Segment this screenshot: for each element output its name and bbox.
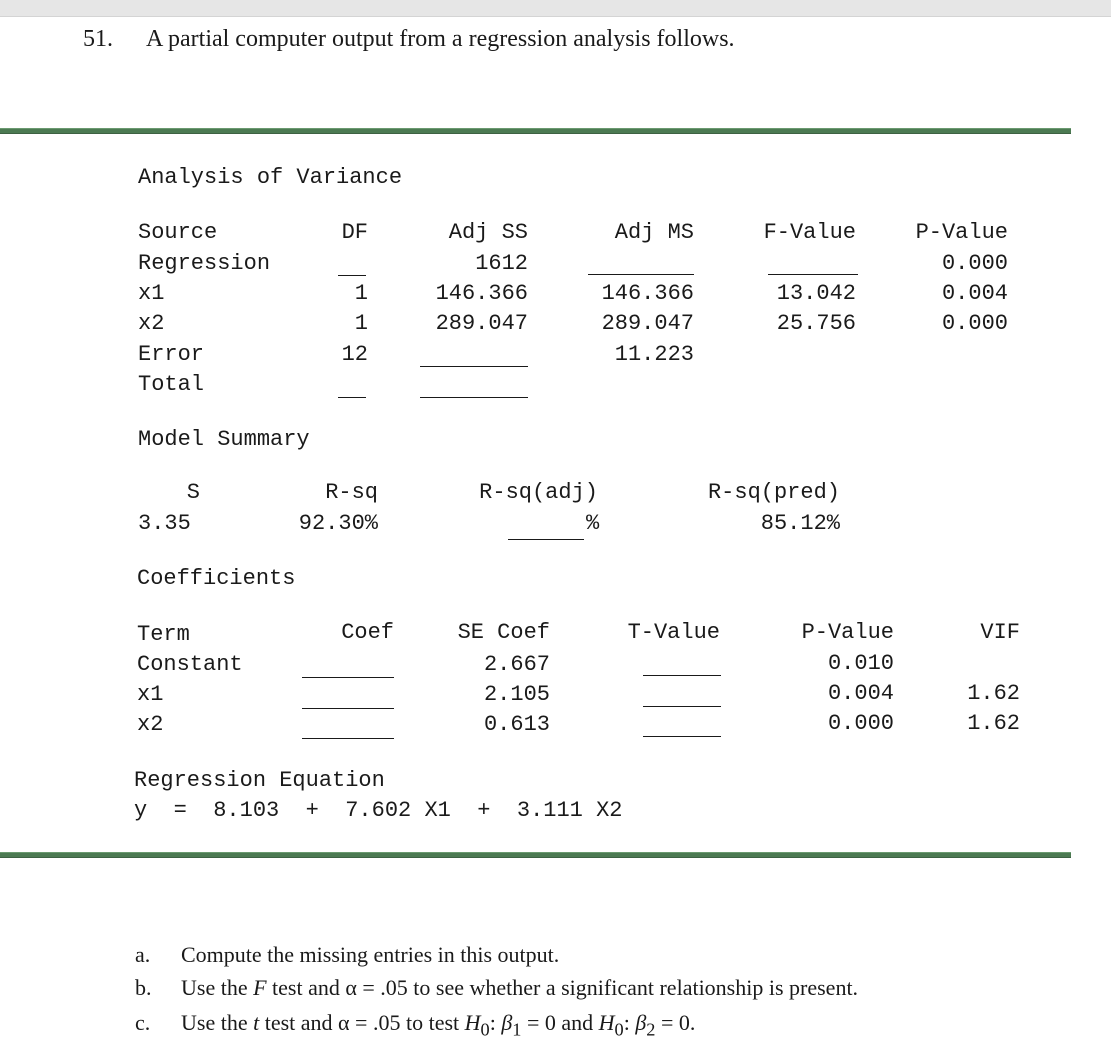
ms-value-rsq-pred: 85.12% bbox=[760, 511, 840, 536]
question-text: Use the t test and α = .05 to test $H_0$: $\beta_1 = 0$ and $H_0$: $\beta_2 = 0$. bbox=[181, 1010, 696, 1040]
blank-coef bbox=[302, 677, 394, 678]
anova-header-adj-ms: Adj MS bbox=[614, 220, 694, 245]
anova-source: x2 bbox=[138, 311, 165, 336]
equation-title: Regression Equation bbox=[134, 768, 385, 793]
question-label: c. bbox=[135, 1010, 151, 1035]
anova-source: Regression bbox=[138, 251, 271, 276]
coef-term: x1 bbox=[137, 682, 164, 707]
blank-df bbox=[338, 397, 366, 398]
coef-p-value: 0.010 bbox=[827, 651, 894, 676]
ms-header-s: S bbox=[186, 480, 200, 505]
model-summary-title: Model Summary bbox=[138, 427, 310, 452]
anova-f-value: 13.042 bbox=[776, 281, 856, 306]
coef-header-p-value: P-Value bbox=[801, 620, 894, 645]
anova-p-value: 0.000 bbox=[941, 251, 1008, 276]
question-text: Use the F test and α = .05 to see whether a significant relationship is present. bbox=[181, 975, 859, 1000]
coef-header-coef: Coef bbox=[341, 620, 394, 645]
ms-value-rsq-adj-suffix: % bbox=[586, 511, 600, 536]
coef-term: Constant bbox=[137, 652, 243, 677]
coef-se: 2.667 bbox=[483, 652, 550, 677]
blank-t-value bbox=[643, 736, 721, 737]
anova-source: Total bbox=[138, 372, 205, 397]
coef-se: 2.105 bbox=[483, 682, 550, 707]
question-text: Compute the missing entries in this output. bbox=[181, 942, 560, 967]
anova-adj-ss: 289.047 bbox=[435, 311, 528, 336]
anova-df: 12 bbox=[341, 342, 368, 367]
blank-adj-ss bbox=[420, 366, 528, 367]
blank-t-value bbox=[643, 706, 721, 707]
anova-adj-ms: 146.366 bbox=[601, 281, 694, 306]
problem-text: A partial computer output from a regression analysis follows. bbox=[146, 26, 735, 52]
coef-term: x2 bbox=[137, 712, 164, 737]
coef-header-term: Term bbox=[137, 622, 190, 647]
anova-source: x1 bbox=[138, 281, 165, 306]
anova-df: 1 bbox=[354, 311, 368, 336]
blank-coef bbox=[302, 738, 394, 739]
question-label: b. bbox=[135, 975, 152, 1000]
equation-text: y = 8.103 + 7.602 X1 + 3.111 X2 bbox=[134, 798, 623, 823]
bottom-divider bbox=[0, 852, 1071, 858]
coef-header-vif: VIF bbox=[980, 620, 1020, 645]
blank-f-value bbox=[768, 274, 858, 275]
anova-f-value: 25.756 bbox=[776, 311, 856, 336]
blank-coef bbox=[302, 708, 394, 709]
anova-p-value: 0.000 bbox=[941, 311, 1008, 336]
anova-header-df: DF bbox=[341, 220, 368, 245]
coef-vif: 1.62 bbox=[967, 681, 1020, 706]
problem-number: 51. bbox=[83, 26, 113, 52]
anova-header-f-value: F-Value bbox=[763, 220, 856, 245]
ms-value-s: 3.35 bbox=[138, 511, 191, 536]
blank-rsq-adj bbox=[508, 539, 584, 540]
coef-se: 0.613 bbox=[483, 712, 550, 737]
anova-header-p-value: P-Value bbox=[915, 220, 1008, 245]
anova-title: Analysis of Variance bbox=[138, 165, 403, 190]
ms-header-rsq: R-sq bbox=[325, 480, 378, 505]
top-bar bbox=[0, 0, 1111, 17]
coef-p-value: 0.004 bbox=[827, 681, 894, 706]
anova-p-value: 0.004 bbox=[941, 281, 1008, 306]
anova-adj-ms: 289.047 bbox=[601, 311, 694, 336]
anova-header-source: Source bbox=[138, 220, 218, 245]
anova-adj-ss: 1612 bbox=[475, 251, 528, 276]
blank-t-value bbox=[643, 675, 721, 676]
blank-adj-ms bbox=[588, 274, 694, 275]
ms-header-rsq-pred: R-sq(pred) bbox=[707, 480, 840, 505]
ms-header-rsq-adj: R-sq(adj) bbox=[479, 480, 598, 505]
blank-df bbox=[338, 275, 366, 276]
coef-vif: 1.62 bbox=[967, 711, 1020, 736]
coef-header-se-coef: SE Coef bbox=[457, 620, 550, 645]
anova-adj-ss: 146.366 bbox=[435, 281, 528, 306]
question-list bbox=[135, 942, 1075, 1042]
ms-value-rsq: 92.30% bbox=[298, 511, 378, 536]
anova-source: Error bbox=[138, 342, 205, 367]
blank-adj-ss bbox=[420, 397, 528, 398]
top-divider bbox=[0, 128, 1071, 134]
anova-df: 1 bbox=[354, 281, 368, 306]
question-label: a. bbox=[135, 942, 151, 967]
anova-adj-ms: 11.223 bbox=[614, 342, 694, 367]
coef-p-value: 0.000 bbox=[827, 711, 894, 736]
coef-header-t-value: T-Value bbox=[627, 620, 720, 645]
anova-header-adj-ss: Adj SS bbox=[448, 220, 528, 245]
coefficients-title: Coefficients bbox=[137, 566, 296, 591]
